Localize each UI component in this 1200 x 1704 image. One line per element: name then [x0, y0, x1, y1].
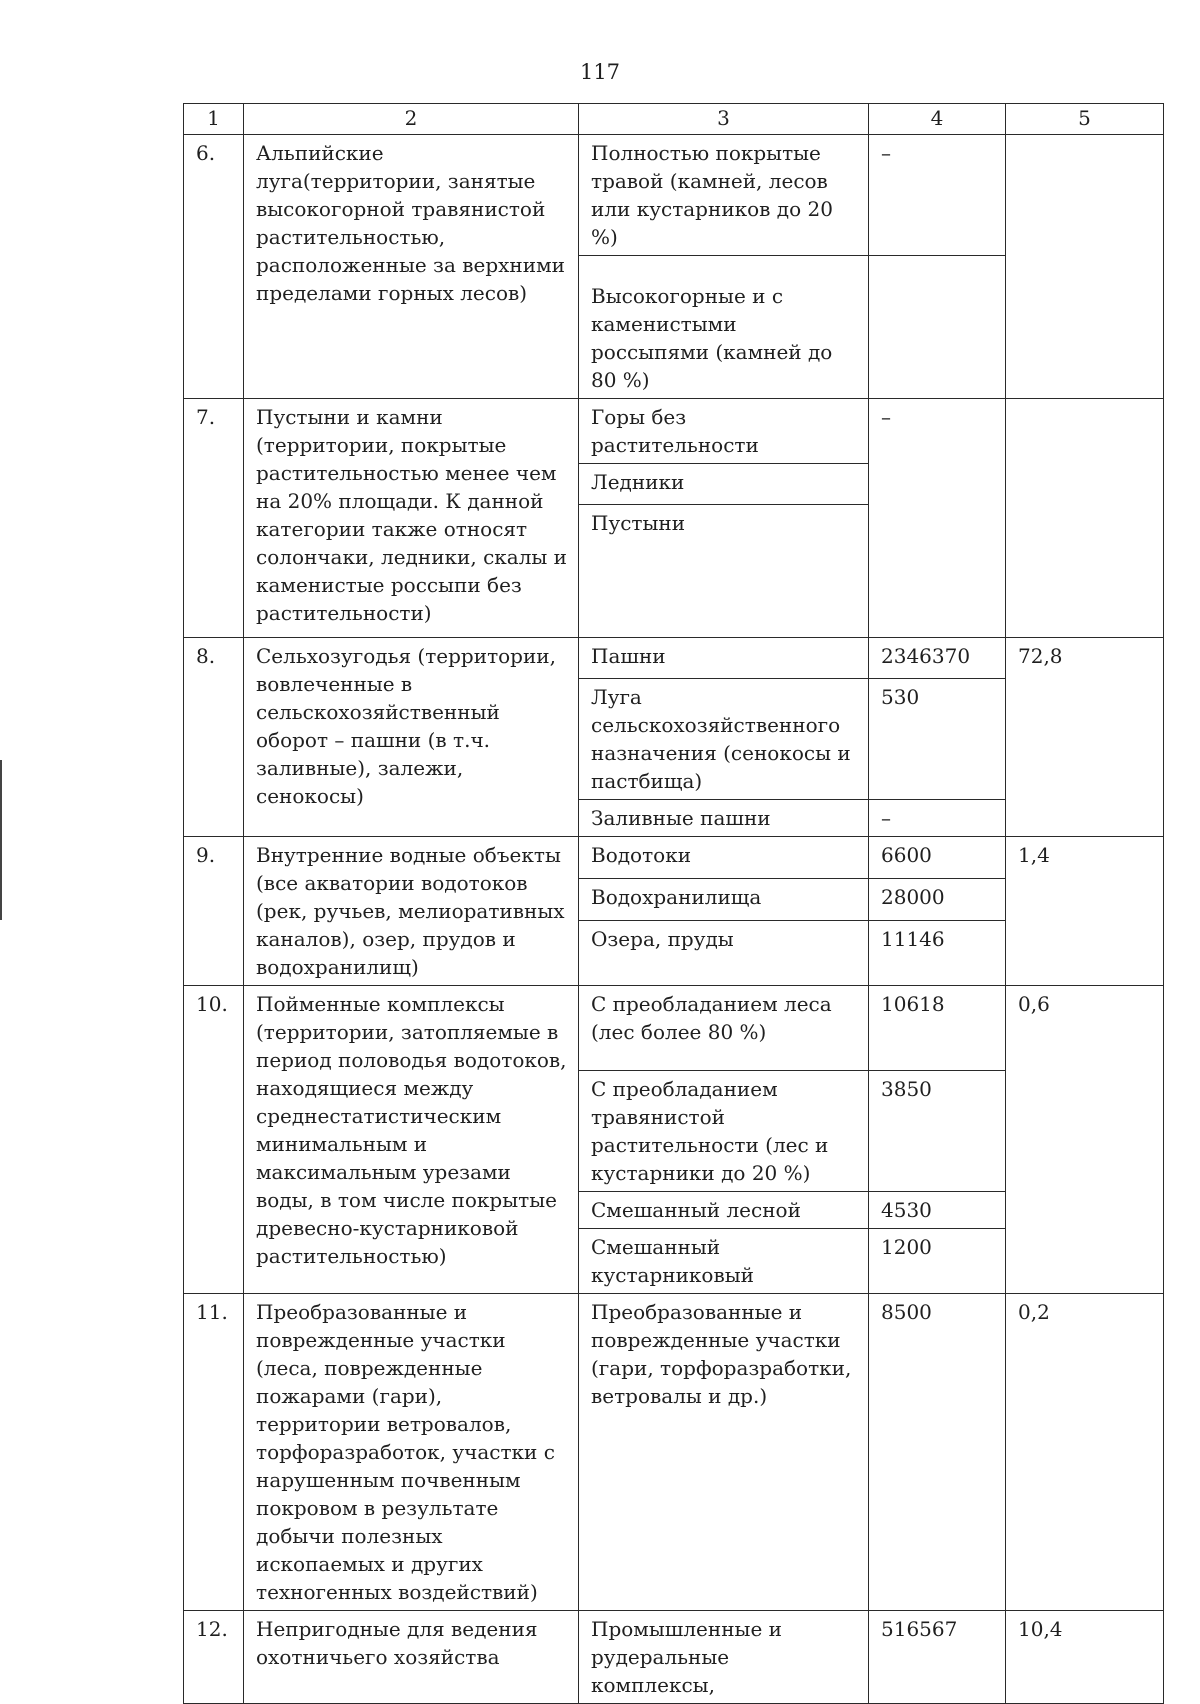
subcategory-cell: Преобразованные и поврежденные участки (гари, торфоразработки, ветровалы и др.) — [579, 1294, 869, 1611]
area-cell: – — [869, 135, 1006, 256]
percent-cell: 0,2 — [1006, 1294, 1164, 1611]
percent-cell: 1,4 — [1006, 837, 1164, 986]
subcategory-cell: Смешанный лесной — [579, 1192, 869, 1229]
area-cell: 3850 — [869, 1071, 1006, 1192]
area-cell: 8500 — [869, 1294, 1006, 1611]
area-cell: – — [869, 800, 1006, 837]
header-col-3: 3 — [579, 104, 869, 135]
subcategory-cell: С преобладанием травянистой растительности (лес и кустарники до 20 %) — [579, 1071, 869, 1192]
subcategory-cell: Смешанный кустарниковый — [579, 1229, 869, 1294]
row-number: 9. — [184, 837, 244, 986]
subcategory-cell: Полностью покрытые травой (камней, лесов или кустарников до 20 %) — [579, 135, 869, 256]
row-number: 7. — [184, 399, 244, 638]
subcategory-cell: Высокогорные и с каменистыми россыпями (камней до 80 %) — [579, 256, 869, 399]
area-cell: 4530 — [869, 1192, 1006, 1229]
header-col-1: 1 — [184, 104, 244, 135]
category-cell: Пустыни и камни (территории, покрытые растительностью менее чем на 20% площади. К данной категории также относят солончаки, ледники, скалы и каменистые россыпи без растительности) — [244, 399, 579, 638]
subcategory-cell: Пустыни — [579, 505, 869, 638]
percent-cell: 72,8 — [1006, 638, 1164, 837]
area-cell: 530 — [869, 679, 1006, 800]
area-cell: 28000 — [869, 879, 1006, 921]
table-row — [184, 135, 1164, 256]
subcategory-cell: Водотоки — [579, 837, 869, 879]
area-cell: 516567 — [869, 1611, 1006, 1704]
category-cell: Непригодные для ведения охотничьего хозяйства — [244, 1611, 579, 1704]
area-cell — [869, 256, 1006, 399]
percent-cell: 0,6 — [1006, 986, 1164, 1294]
header-row — [184, 104, 1164, 135]
percent-cell — [1006, 135, 1164, 399]
row-number: 6. — [184, 135, 244, 399]
subcategory-cell: Заливные пашни — [579, 800, 869, 837]
table-row — [184, 837, 1164, 879]
table-row — [184, 1294, 1164, 1611]
category-cell: Преобразованные и поврежденные участки (леса, поврежденные пожарами (гари), территории ветровалов, торфоразработок, участки с нарушенным почвенным покровом в результате добычи полезных ископаемых и других техногенных воздействий) — [244, 1294, 579, 1611]
subcategory-cell: Промышленные и рудеральные комплексы, — [579, 1611, 869, 1704]
row-number: 12. — [184, 1611, 244, 1704]
area-cell: 11146 — [869, 921, 1006, 986]
habitat-table — [183, 103, 1164, 1704]
header-col-5: 5 — [1006, 104, 1164, 135]
subcategory-cell: Луга сельскохозяйственного назначения (сенокосы и пастбища) — [579, 679, 869, 800]
subcategory-cell: Ледники — [579, 464, 869, 505]
subcategory-cell: Водохранилища — [579, 879, 869, 921]
row-number: 11. — [184, 1294, 244, 1611]
table-row — [184, 986, 1164, 1071]
category-cell: Альпийские луга(территории, занятые высокогорной травянистой растительностью, расположенные за верхними пределами горных лесов) — [244, 135, 579, 399]
table-row — [184, 638, 1164, 679]
scan-edge-mark — [0, 760, 2, 920]
subcategory-cell: Горы без растительности — [579, 399, 869, 464]
subcategory-cell: Озера, пруды — [579, 921, 869, 986]
header-col-2: 2 — [244, 104, 579, 135]
area-cell: 2346370 — [869, 638, 1006, 679]
percent-cell: 10,4 — [1006, 1611, 1164, 1704]
area-cell: 6600 — [869, 837, 1006, 879]
subcategory-cell: Пашни — [579, 638, 869, 679]
subcategory-cell: С преобладанием леса (лес более 80 %) — [579, 986, 869, 1071]
area-cell: 1200 — [869, 1229, 1006, 1294]
percent-cell — [1006, 399, 1164, 638]
row-number: 8. — [184, 638, 244, 837]
table-row — [184, 399, 1164, 464]
page-number: 117 — [579, 60, 621, 84]
table-row — [184, 1611, 1164, 1704]
category-cell: Сельхозугодья (территории, вовлеченные в сельскохозяйственный оборот – пашни (в т.ч. заливные), залежи, сенокосы) — [244, 638, 579, 837]
area-cell: 10618 — [869, 986, 1006, 1071]
header-col-4: 4 — [869, 104, 1006, 135]
area-cell: – — [869, 399, 1006, 638]
category-cell: Внутренние водные объекты (все акватории водотоков (рек, ручьев, мелиоративных каналов), озер, прудов и водохранилищ) — [244, 837, 579, 986]
category-cell: Пойменные комплексы (территории, затопляемые в период половодья водотоков, находящиеся между среднестатистическим минимальным и максимальным урезами воды, в том числе покрытые древесно-кустарниковой растительностью) — [244, 986, 579, 1294]
row-number: 10. — [184, 986, 244, 1294]
